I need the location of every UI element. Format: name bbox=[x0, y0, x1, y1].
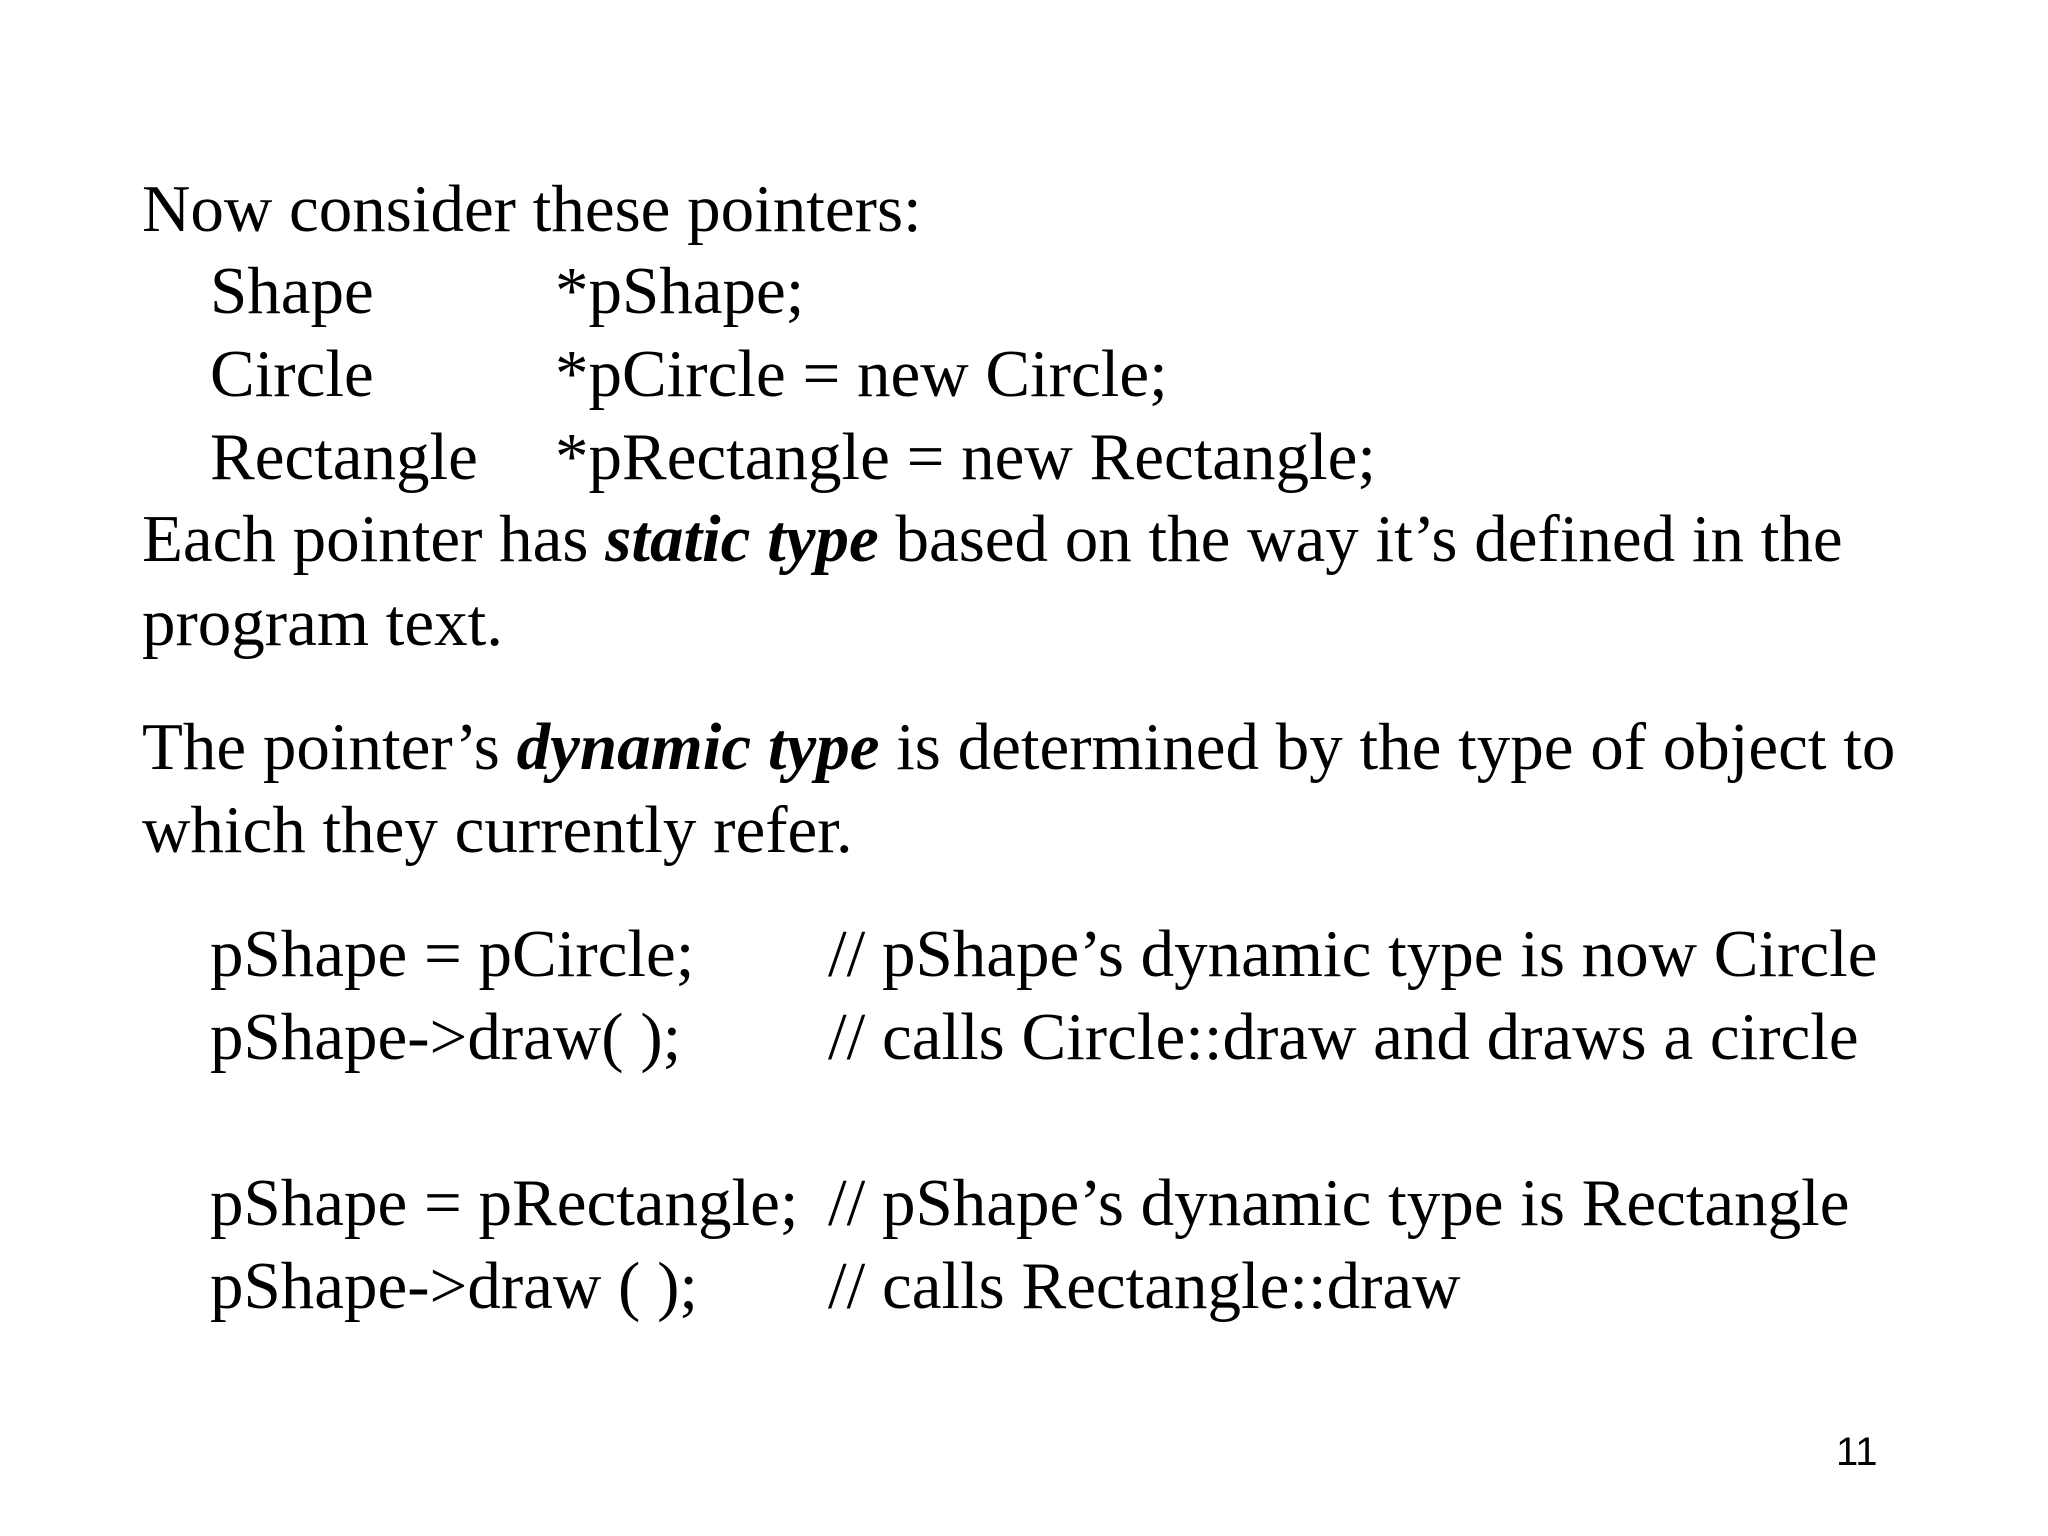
code-statement: pShape->draw( ); bbox=[210, 1000, 682, 1074]
code-statement: pShape = pRectangle; bbox=[210, 1166, 799, 1240]
dynamic-type-text-before: The pointer’s bbox=[142, 710, 517, 784]
static-type-text-after: based on the way it’s defined in the bbox=[878, 502, 1843, 576]
code-statement: pShape->draw ( ); bbox=[210, 1249, 699, 1323]
declaration-type-shape: Shape bbox=[210, 254, 374, 328]
dynamic-type-term: dynamic type bbox=[516, 710, 880, 784]
dynamic-type-paragraph-line2: which they currently refer. bbox=[142, 793, 853, 867]
dynamic-type-text-after: is determined by the type of object to bbox=[879, 710, 1896, 784]
declaration-rectangle: *pRectangle = new Rectangle; bbox=[555, 420, 1377, 494]
code-comment: // pShape’s dynamic type is now Circle bbox=[828, 917, 1878, 991]
code-comment: // calls Rectangle::draw bbox=[828, 1249, 1461, 1323]
declaration-shape: *pShape; bbox=[555, 254, 805, 328]
dynamic-type-paragraph-line1 bbox=[142, 706, 1895, 788]
static-type-term: static type bbox=[605, 502, 879, 576]
declaration-type-rectangle: Rectangle bbox=[210, 420, 478, 494]
code-statement: pShape = pCircle; bbox=[210, 917, 695, 991]
declaration-circle: *pCircle = new Circle; bbox=[555, 337, 1168, 411]
declaration-type-circle: Circle bbox=[210, 337, 374, 411]
static-type-paragraph-line1 bbox=[142, 498, 1843, 580]
code-comment: // calls Circle::draw and draws a circle bbox=[828, 1000, 1859, 1074]
intro-text: Now consider these pointers: bbox=[142, 172, 922, 246]
static-type-text-before: Each pointer has bbox=[142, 502, 606, 576]
page-number: 11 bbox=[1836, 1430, 1878, 1474]
code-comment: // pShape’s dynamic type is Rectangle bbox=[828, 1166, 1850, 1240]
static-type-paragraph-line2: program text. bbox=[142, 586, 503, 660]
